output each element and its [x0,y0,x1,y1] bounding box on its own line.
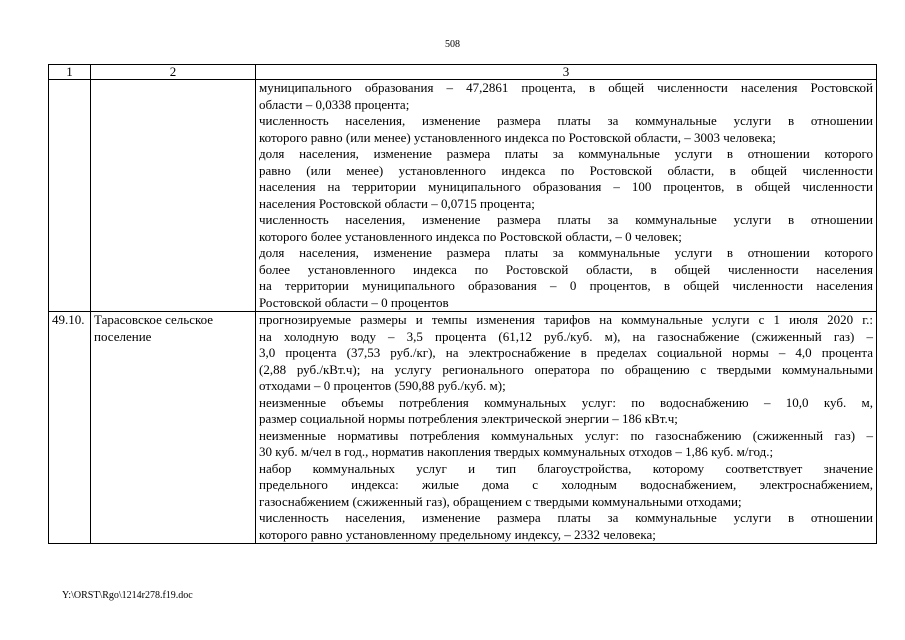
row-number-cell: 49.10. [49,312,91,544]
paragraph [259,146,873,212]
paragraph [259,113,873,146]
paragraph-line: набор коммунальных услуг и тип благоустройства, которому соответствует значение [259,460,873,476]
paragraph-line: которого равно установленному предельному индексу, – 2332 человека; [259,526,656,542]
paragraph-line: муниципального образования – 47,2861 процента, в общей численности населения Ростовской [259,80,873,95]
paragraph-line: неизменные объемы потребления коммунальных услуг: по водоснабжению – 10,0 куб. м, [259,394,873,410]
paragraph [259,510,873,543]
paragraph-line: населения на территории муниципального образования – 100 процентов, в общей численности [259,179,873,194]
paragraph [259,461,873,511]
settlement-name-cell: Тарасовское сельское поселение [91,312,256,544]
paragraph-line: доля населения, изменение размера платы за коммунальные услуги в отношении которого [259,245,873,260]
table-header-row [49,65,877,80]
header-cell-2: 2 [91,65,256,80]
paragraph-line: Ростовской области – 0 процентов [259,294,449,310]
paragraph-line: численность населения, изменение размера платы за коммунальные услуги в отношении [259,212,873,227]
paragraph-line: населения Ростовской области – 0,0715 процента; [259,195,535,211]
paragraph-line: неизменные нормативы потребления коммунальных услуг: по газоснабжению (сжиженный газ) – [259,427,873,443]
paragraph [259,212,873,245]
paragraph-line: равно (или менее) установленного индекса по Ростовской области, в общей численности [259,162,873,178]
description-cell [256,312,877,544]
paragraph [259,312,873,395]
row-number-cell [49,80,91,312]
description-text [259,312,873,543]
paragraph-line: области – 0,0338 процента; [259,96,410,112]
paragraph-line: (2,88 руб./кВт.ч); на услугу регионального оператора по обращению с твердыми коммунальными [259,361,873,377]
paragraph-line: предельного индекса: жилые дома с холодным водоснабжением, электроснабжением, [259,477,873,492]
paragraph-line: численность населения, изменение размера платы за коммунальные услуги в отношении [259,510,873,525]
description-cell [256,80,877,312]
paragraph-line: более установленного индекса по Ростовской области, в общей численности населения [259,261,873,277]
paragraph-line: которого равно (или менее) установленного индекса по Ростовской области, – 3003 человека; [259,129,776,145]
table-row-tarasovskoe [49,312,877,544]
paragraph-line: отходами – 0 процентов (590,88 руб./куб. м); [259,378,506,393]
paragraph-line: численность населения, изменение размера платы за коммунальные услуги в отношении [259,113,873,128]
paragraph-line: 3,0 процента (37,53 руб./кг), на электроснабжение в пределах социальной нормы – 4,0 процента [259,345,873,360]
paragraph [259,245,873,311]
document-file-path: Y:\ORST\Rgo\1214r278.f19.doc [62,590,193,601]
paragraph-line: на территории муниципального образования – 0 процентов, в общей численности населения [259,278,873,293]
paragraph-line: которого более установленного индекса по Ростовской области, – 0 человек; [259,228,682,244]
paragraph-line: 30 куб. м/чел в год., норматив накопления твердых коммунальных отходов – 1,86 куб. м/год.; [259,444,774,459]
document-table [48,64,877,544]
paragraph-line: размер социальной нормы потребления электрической энергии – 186 кВт.ч; [259,411,678,426]
table-row-continuation [49,80,877,312]
header-cell-3: 3 [256,65,877,80]
paragraph [259,80,873,113]
paragraph-line: газоснабжением (сжиженный газ), обращением с твердыми коммунальными отходами; [259,493,742,509]
paragraph-line: доля населения, изменение размера платы за коммунальные услуги в отношении которого [259,146,873,161]
page-number: 508 [445,39,460,50]
paragraph [259,395,873,428]
paragraph-line: на холодную воду – 3,5 процента (61,12 руб./куб. м), на газоснабжение (сжиженный газ) – [259,328,873,344]
description-text [259,80,873,311]
settlement-name-cell [91,80,256,312]
paragraph [259,428,873,461]
paragraph-line: прогнозируемые размеры и темпы изменения тарифов на коммунальные услуги с 1 июля 2020 г.: [259,312,873,327]
header-cell-1: 1 [49,65,91,80]
